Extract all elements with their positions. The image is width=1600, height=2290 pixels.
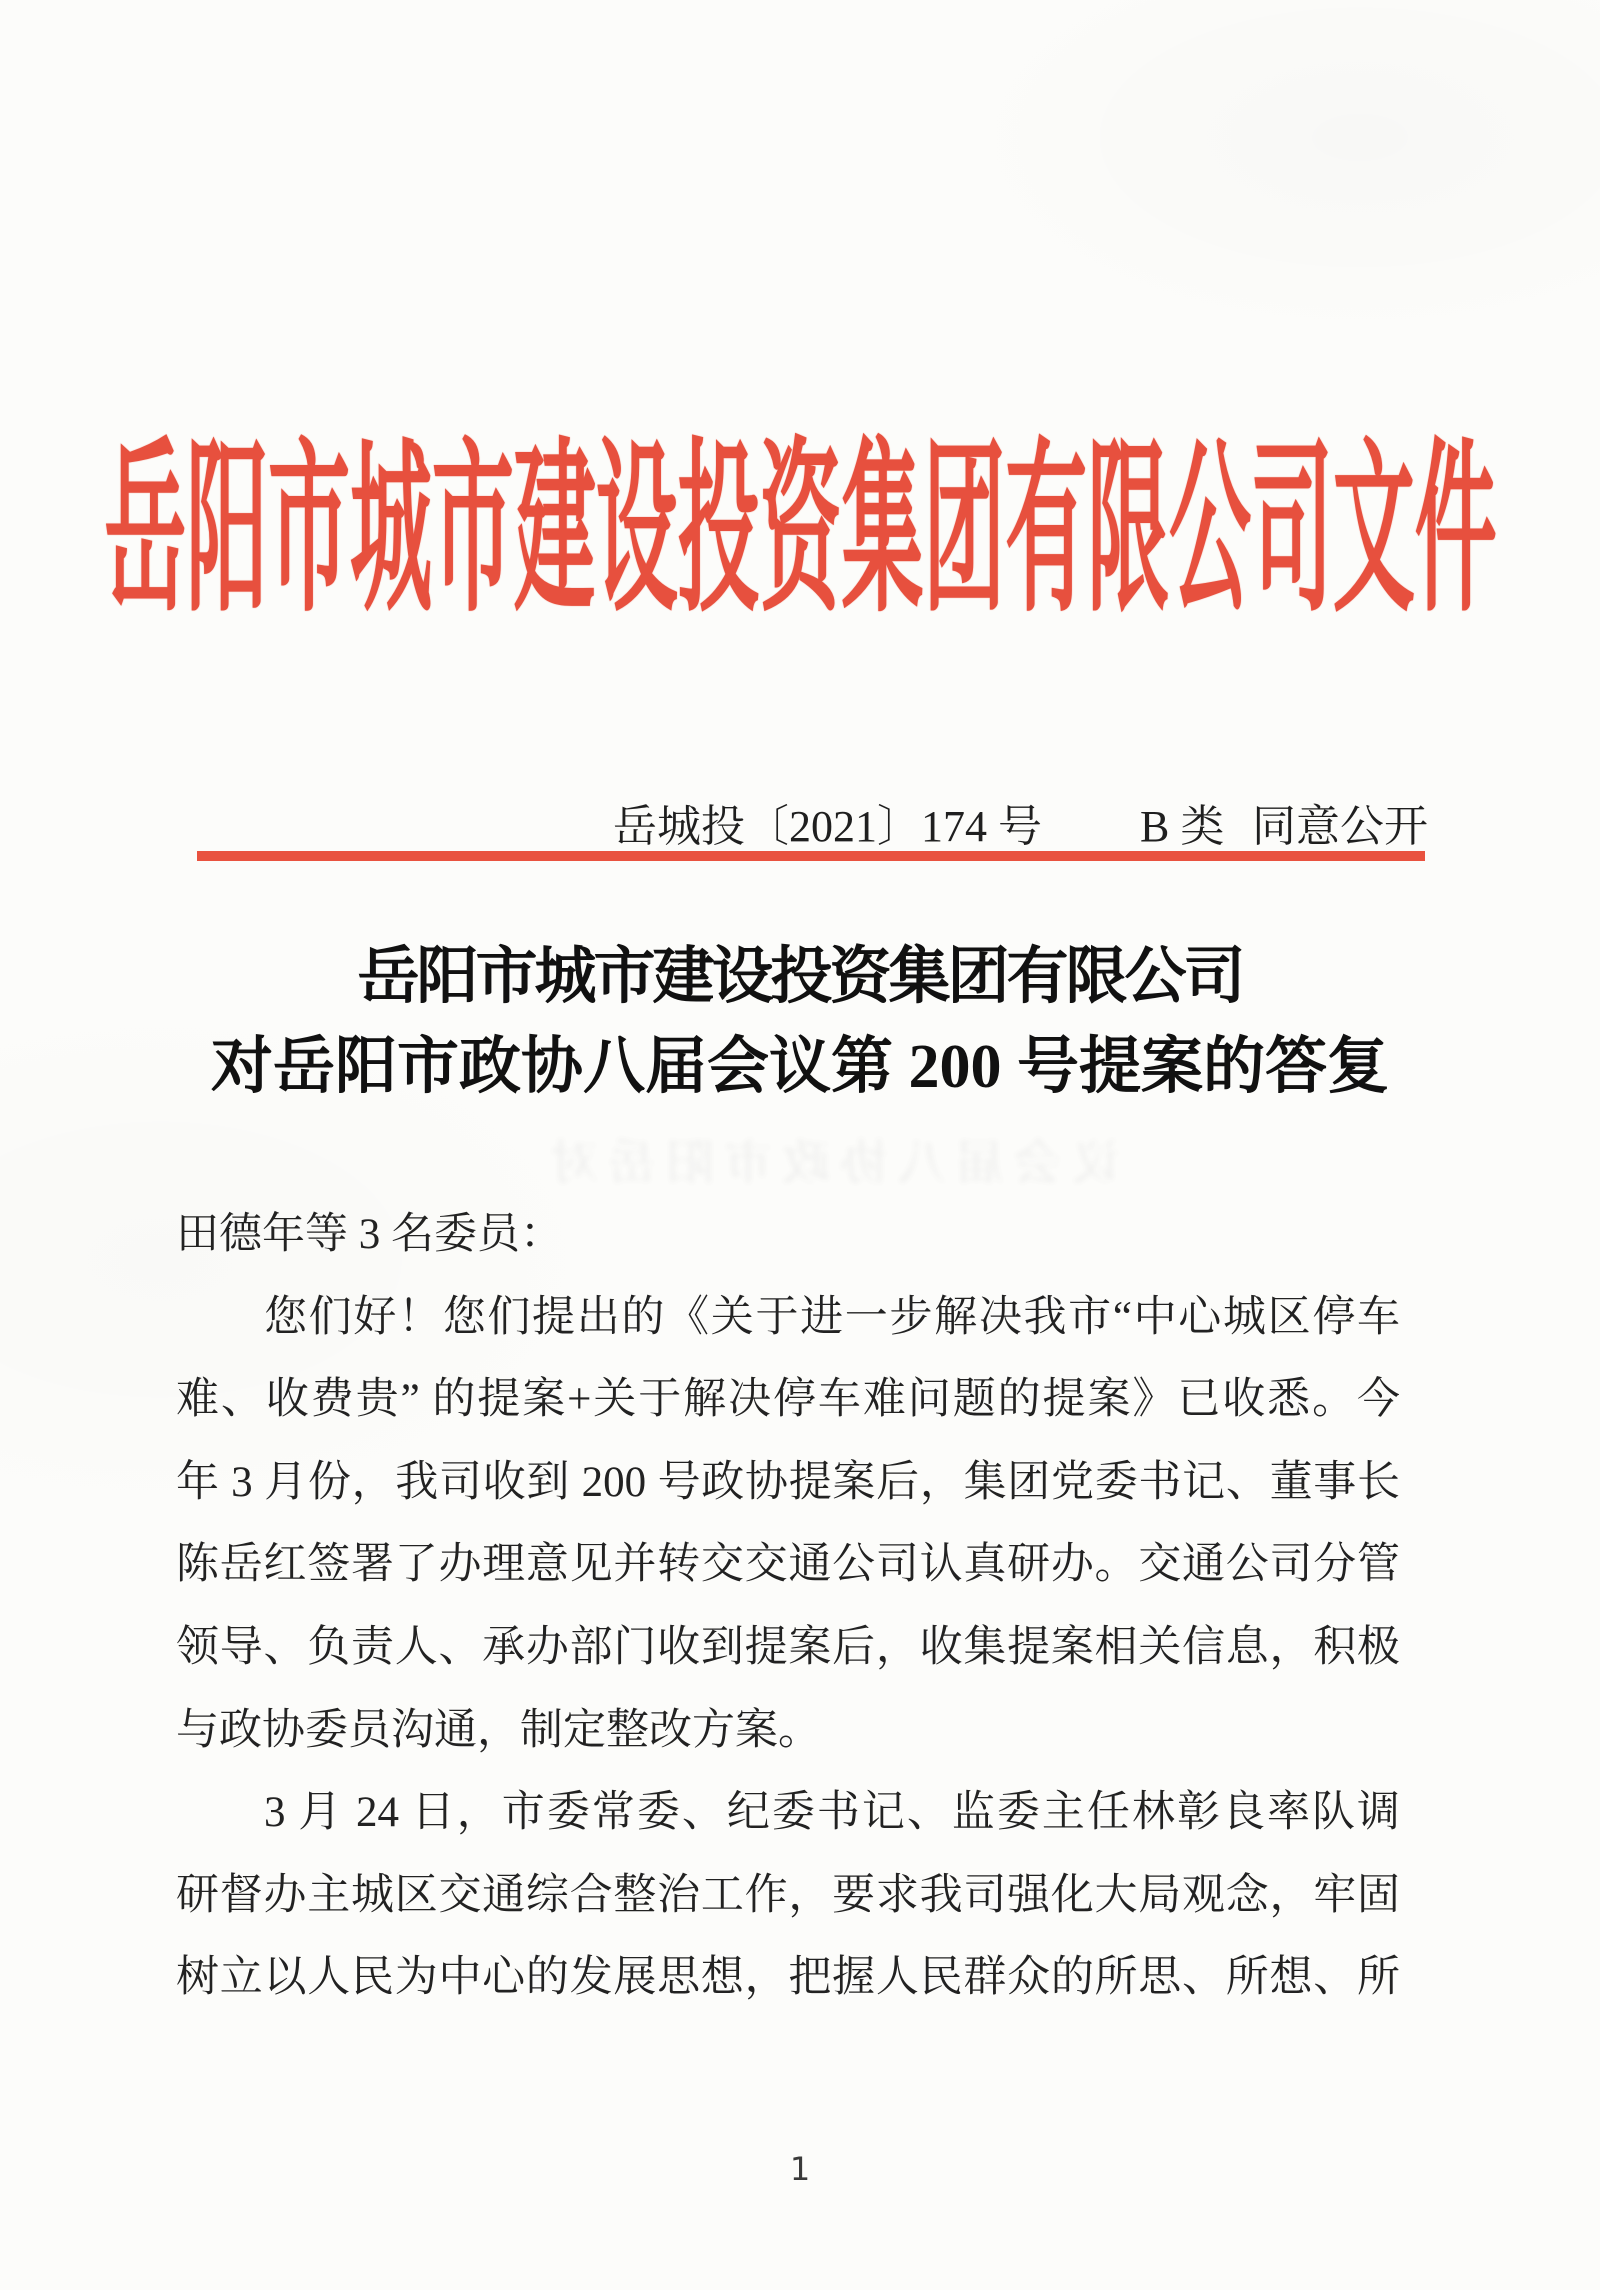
body-line: 与政协委员沟通，制定整改方案。 — [176, 1706, 821, 1754]
body-line: 您们好！您们提出的《关于进一步解决我市“中心城区停车 — [264, 1293, 1400, 1341]
publicity-label: 同意公开 — [1252, 802, 1428, 851]
document-title-line2: 对岳阳市政协八届会议第 200 号提案的答复 — [210, 1033, 1389, 1101]
body-line: 陈岳红签署了办理意见并转交交通公司认真研办。交通公司分管 — [176, 1541, 1400, 1589]
body-line: 领导、负责人、承办部门收到提案后，收集提案相关信息，积极 — [176, 1623, 1400, 1671]
body-line: 难、收费贵” 的提案+关于解决停车难问题的提案》已收悉。今 — [176, 1376, 1400, 1424]
letterhead-banner — [0, 426, 1600, 634]
page-number: 1 — [789, 2150, 811, 2188]
classification-category: B 类 — [1140, 802, 1225, 851]
letter-body — [176, 1194, 1400, 2020]
red-divider-rule — [197, 851, 1425, 861]
body-line: 3 月 24 日，市委常委、纪委书记、监委主任林彰良率队调 — [264, 1789, 1400, 1837]
body-line: 研督办主城区交通综合整治工作，要求我司强化大局观念，牢固 — [176, 1871, 1400, 1919]
document-number: 岳城投〔2021〕174 号 — [613, 802, 1042, 851]
letterhead-title: 岳阳市城市建设投资集团有限公司文件 — [103, 426, 1497, 634]
salutation-line: 田德年等 3 名委员： — [176, 1211, 563, 1258]
document-title-line1: 岳阳市城市建设投资集团有限公司 — [357, 943, 1243, 1011]
bleed-through-artifact: 议会届八协政市阳岳对 — [539, 1137, 1120, 1190]
body-line: 年 3 月份，我司收到 200 号政协提案后，集团党委书记、董事长 — [176, 1458, 1400, 1506]
body-line: 树立以人民为中心的发展思想，把握人民群众的所思、所想、所 — [176, 1954, 1400, 2002]
reference-line — [0, 802, 1600, 852]
